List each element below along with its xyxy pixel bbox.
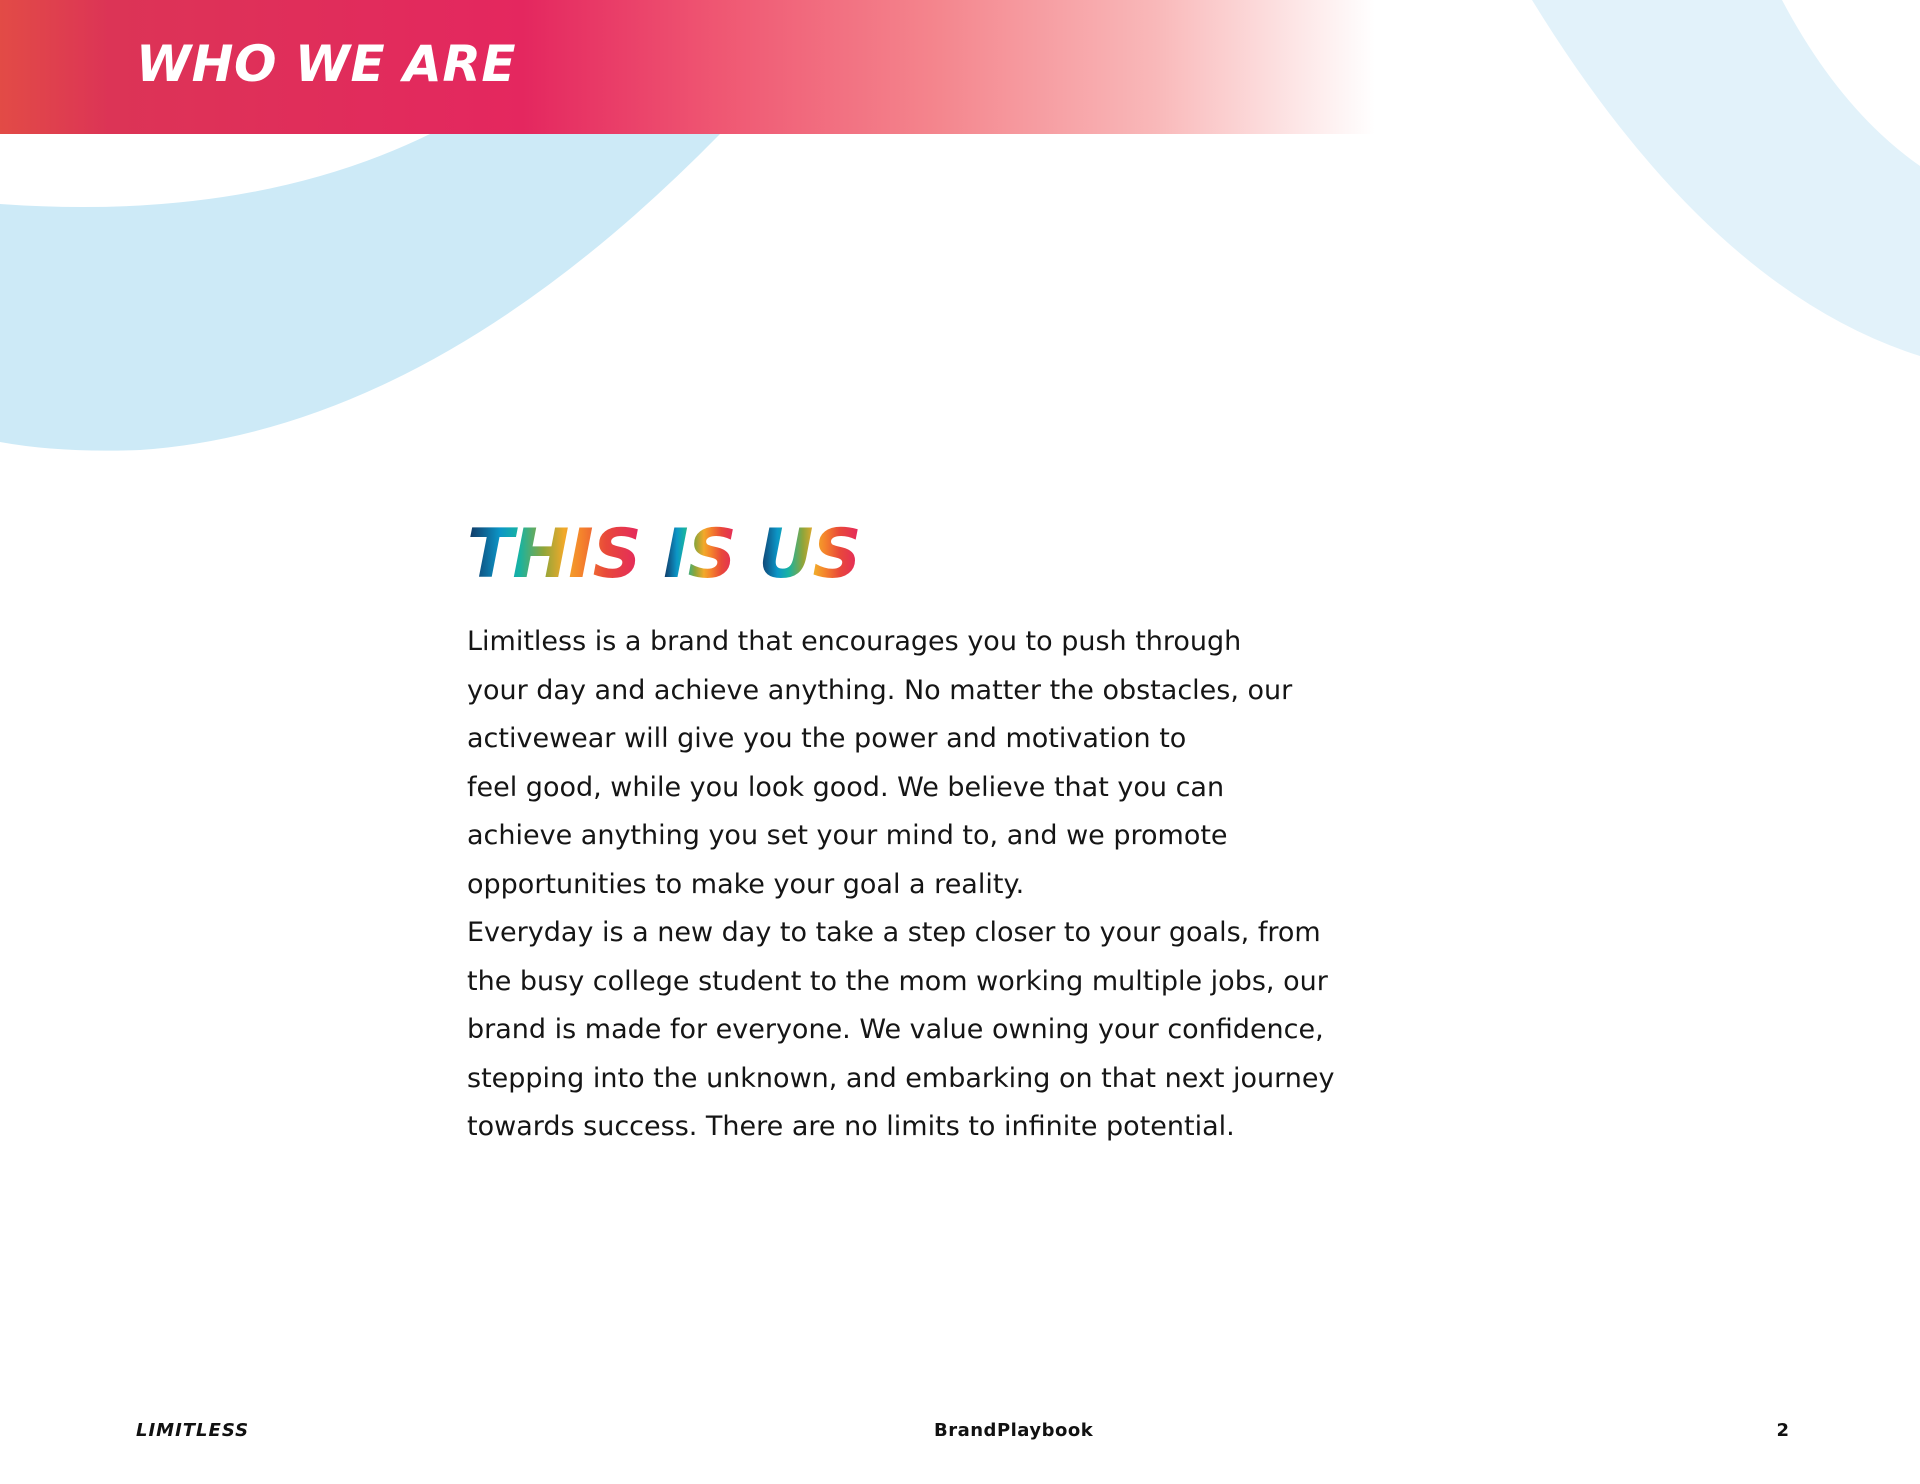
- headline: [467, 510, 1367, 600]
- body-line: stepping into the unknown, and embarking on that next journey: [467, 1062, 1335, 1094]
- page-footer: [0, 1420, 1920, 1450]
- body-line: Limitless is a brand that encourages you to push through: [467, 626, 1242, 657]
- body-line: towards success. There are no limits to infinite potential.: [467, 1111, 1235, 1142]
- main-content: [467, 510, 1367, 1152]
- body-line: the busy college student to the mom working multiple jobs, our: [467, 965, 1328, 997]
- section-title: WHO WE ARE: [136, 35, 516, 93]
- body-line: brand is made for everyone. We value owning your confidence,: [467, 1014, 1324, 1045]
- footer-document-title: BrandPlaybook: [934, 1420, 1094, 1441]
- body-line: achieve anything you set your mind to, and we promote: [467, 820, 1228, 851]
- body-line: opportunities to make your goal a reality.: [467, 868, 1025, 900]
- body-line: feel good, while you look good. We believe that you can: [467, 771, 1225, 803]
- body-line: your day and achieve anything. No matter the obstacles, our: [467, 674, 1293, 706]
- section-header-band: [0, 0, 1375, 134]
- headline-word-us: US: [758, 515, 861, 594]
- headline-word-this: THIS: [467, 515, 641, 594]
- body-line: activewear will give you the power and motivation to: [467, 723, 1187, 754]
- page-number: 2: [1776, 1420, 1789, 1441]
- body-line: Everyday is a new day to take a step closer to your goals, from: [467, 917, 1321, 948]
- footer-brand: LIMITLESS: [136, 1420, 250, 1441]
- brand-description: [467, 618, 1367, 1152]
- headline-word-is: IS: [663, 515, 736, 594]
- left-blue-arc: [0, 134, 720, 451]
- right-blue-arc: [1532, 0, 1920, 356]
